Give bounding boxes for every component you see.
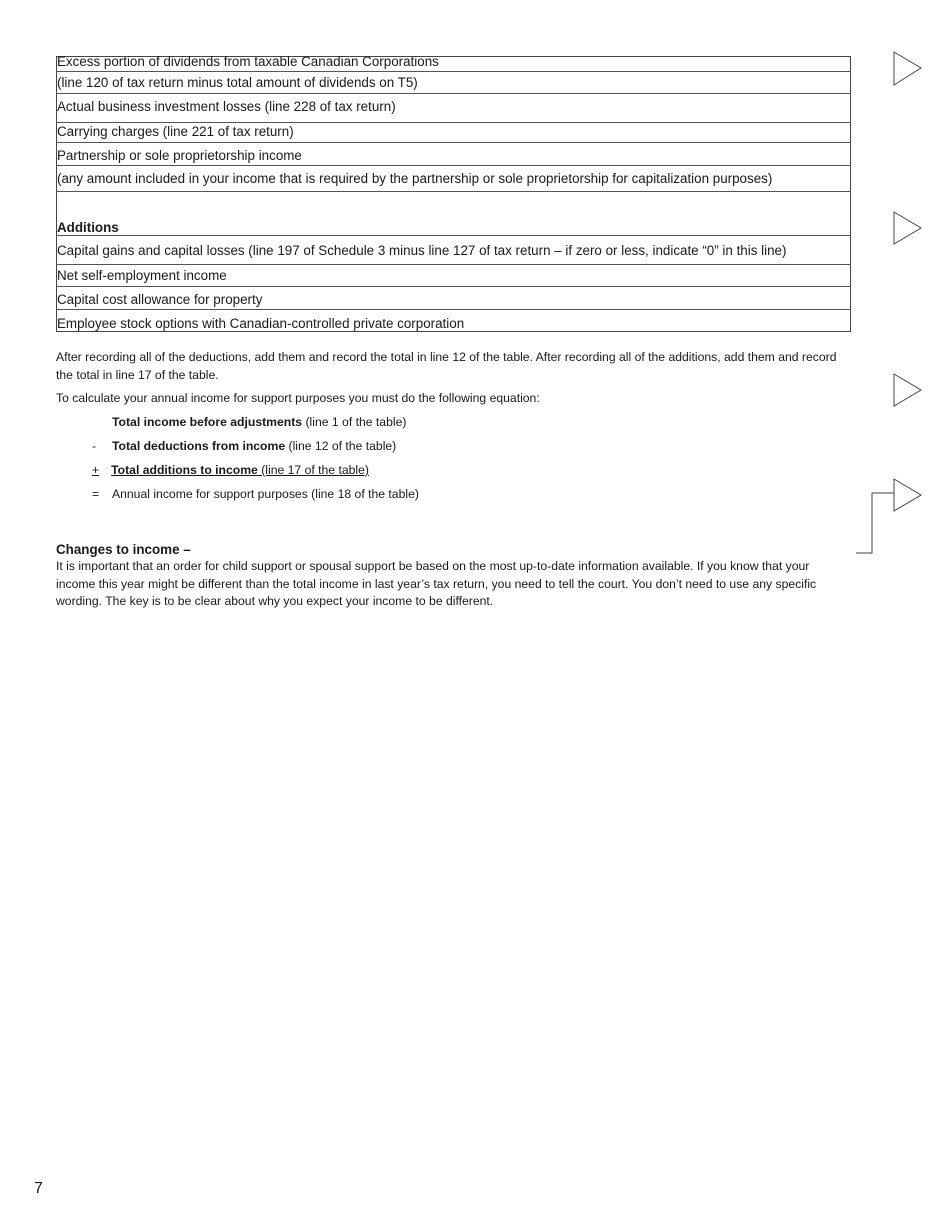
equation-result: Annual income for support purposes (line 18 of the table) (112, 487, 419, 501)
changes-paragraph: It is important that an order for child support or spousal support be based on the most up-to-date information available. If you know that your income this year might be different than the total income in last year’s tax return, you need to tell the court. You don’t need to use any specific wording. The key is to be clear about why you expect your income to be different. (56, 559, 817, 608)
table-row: Carrying charges (line 221 of tax return) (57, 124, 294, 139)
equation-term: Total additions to income (111, 463, 258, 477)
additions-heading: Additions (57, 220, 119, 235)
plus-symbol: + (92, 463, 100, 477)
table-row: Capital cost allowance for property (57, 292, 263, 307)
equation-term: Total deductions from income (112, 439, 286, 453)
table-row: Excess portion of dividends from taxable Canadian Corporations (57, 54, 439, 69)
equals-symbol: = (92, 487, 100, 501)
equation-note: (line 12 of the table) (285, 439, 397, 453)
table-row: (any amount included in your income that is required by the partnership or sole proprietorship for capitalization purposes) (57, 171, 773, 186)
table-row: Actual business investment losses (line 228 of tax return) (57, 99, 396, 114)
table-row: Capital gains and capital losses (line 197 of Schedule 3 minus line 127 of tax return – if zero or less, indicate “0” in this line) (57, 243, 787, 258)
instruction-paragraph: After recording all of the deductions, add them and record the total in line 12 of the table. After recording all of the additions, add them and record the total in line 17 of the table. (56, 350, 837, 382)
instruction-paragraph: To calculate your annual income for support purposes you must do the following equation: (56, 391, 540, 405)
equation-note: (line 17 of the table) (257, 463, 369, 477)
arrow-icon (894, 479, 921, 511)
table-row: Net self-employment income (57, 268, 227, 283)
table-row: Employee stock options with Canadian-controlled private corporation (57, 316, 465, 331)
arrow-icon (894, 212, 921, 244)
connector-line (856, 493, 894, 553)
table-row: Partnership or sole proprietorship income (57, 148, 302, 163)
table-row: (line 120 of tax return minus total amount of dividends on T5) (57, 75, 418, 90)
equation-term: Total income before adjustments (112, 415, 303, 429)
arrow-icon (894, 374, 921, 406)
arrow-icon (894, 52, 921, 85)
page-number: 7 (34, 1180, 43, 1197)
minus-symbol: - (92, 439, 97, 453)
equation-note: (line 1 of the table) (302, 415, 407, 429)
changes-heading: Changes to income – (56, 542, 191, 557)
